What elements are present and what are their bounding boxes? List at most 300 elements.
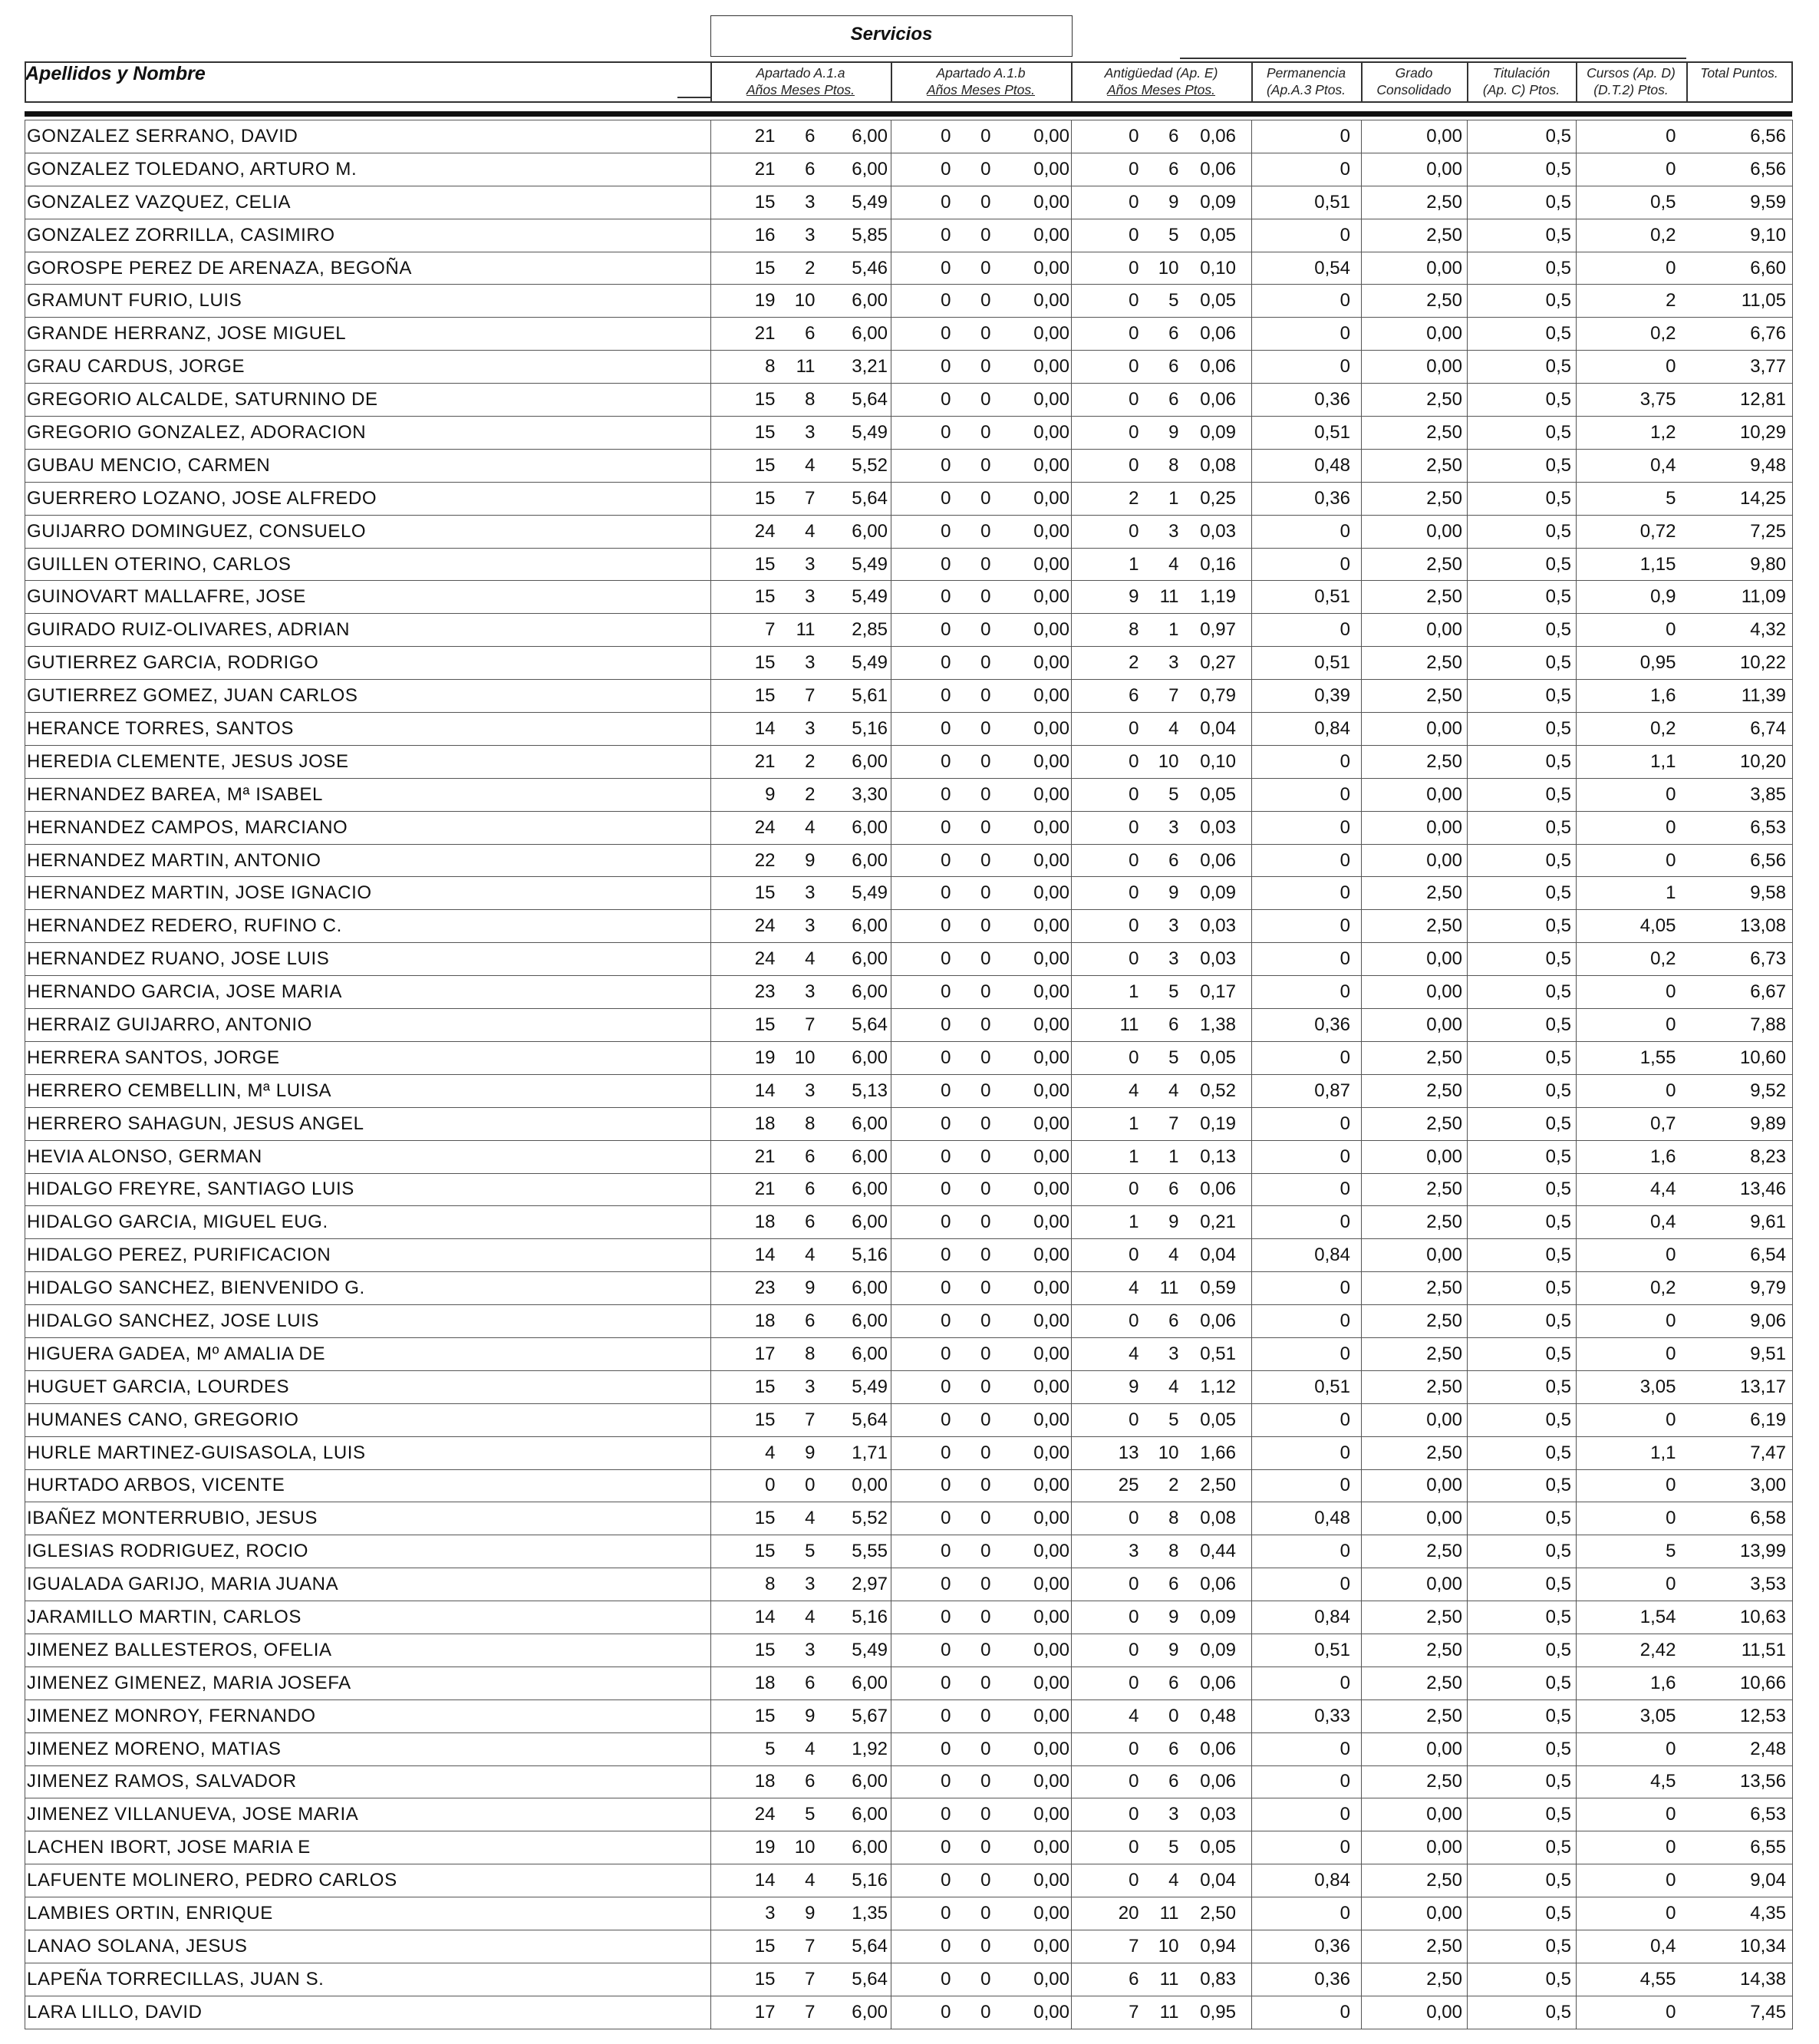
cell-total: 9,61 xyxy=(1687,1206,1793,1239)
cell-antig-ptos: 0,06 xyxy=(1179,1765,1252,1798)
cell-total: 12,81 xyxy=(1687,384,1793,417)
cell-antig-meses: 0 xyxy=(1139,1699,1179,1732)
cell-a1a-ptos: 5,64 xyxy=(816,1009,891,1042)
servicios-label: Servicios xyxy=(850,24,933,45)
cell-grado: 2,50 xyxy=(1362,1337,1468,1370)
cell-antig-meses: 7 xyxy=(1139,680,1179,713)
cell-a1b-anos: 0 xyxy=(891,745,951,778)
cell-a1b-anos: 0 xyxy=(891,1140,951,1173)
cell-a1b-ptos: 0,00 xyxy=(991,1667,1072,1699)
cell-total: 9,51 xyxy=(1687,1337,1793,1370)
cell-name: GUIJARRO DOMINGUEZ, CONSUELO xyxy=(25,515,711,548)
cell-grado: 2,50 xyxy=(1362,1634,1468,1667)
cell-antig-anos: 4 xyxy=(1072,1074,1139,1107)
cell-antig-ptos: 0,06 xyxy=(1179,844,1252,877)
cell-a1a-anos: 4 xyxy=(711,1436,776,1469)
cell-a1a-anos: 22 xyxy=(711,844,776,877)
cell-a1b-meses: 0 xyxy=(951,1173,991,1206)
cell-cursos: 0,2 xyxy=(1577,318,1687,351)
cell-a1b-anos: 0 xyxy=(891,1337,951,1370)
cell-a1b-meses: 0 xyxy=(951,943,991,976)
cell-a1a-meses: 6 xyxy=(776,1305,816,1338)
cell-cursos: 0,9 xyxy=(1577,581,1687,614)
cell-a1a-anos: 15 xyxy=(711,252,776,285)
table-row xyxy=(25,647,1793,680)
cell-antig-meses: 6 xyxy=(1139,1732,1179,1765)
cell-antig-anos: 0 xyxy=(1072,384,1139,417)
col-header-line2: Años Meses Ptos. xyxy=(926,82,1036,97)
col-header-line1: Antigüedad (Ap. E) xyxy=(1104,65,1218,81)
cell-cursos: 1,6 xyxy=(1577,1667,1687,1699)
cell-antig-ptos: 0,52 xyxy=(1179,1074,1252,1107)
cell-a1b-ptos: 0,00 xyxy=(991,1469,1072,1502)
cell-titulacion: 0,5 xyxy=(1468,1074,1577,1107)
cell-a1a-meses: 4 xyxy=(776,811,816,844)
cell-a1b-ptos: 0,00 xyxy=(991,1699,1072,1732)
cell-grado: 2,50 xyxy=(1362,1206,1468,1239)
cell-titulacion: 0,5 xyxy=(1468,318,1577,351)
cell-a1b-ptos: 0,00 xyxy=(991,186,1072,219)
cell-name: GONZALEZ ZORRILLA, CASIMIRO xyxy=(25,219,711,252)
cell-total: 9,04 xyxy=(1687,1864,1793,1897)
cell-a1a-anos: 24 xyxy=(711,1798,776,1831)
cell-a1a-meses: 3 xyxy=(776,548,816,581)
cell-antig-meses: 9 xyxy=(1139,417,1179,450)
cell-permanencia: 0,54 xyxy=(1252,252,1362,285)
header-upper-rule xyxy=(1180,58,1686,59)
cell-a1b-anos: 0 xyxy=(891,1963,951,1996)
cell-permanencia: 0 xyxy=(1252,1765,1362,1798)
cell-a1a-anos: 17 xyxy=(711,1996,776,2029)
cell-antig-ptos: 0,09 xyxy=(1179,417,1252,450)
cell-total: 6,73 xyxy=(1687,943,1793,976)
cell-titulacion: 0,5 xyxy=(1468,449,1577,482)
cell-a1b-anos: 0 xyxy=(891,647,951,680)
cell-a1a-anos: 14 xyxy=(711,1601,776,1634)
cell-a1b-ptos: 0,00 xyxy=(991,1107,1072,1140)
table-row xyxy=(25,1996,1793,2029)
cell-total: 11,51 xyxy=(1687,1634,1793,1667)
cell-a1a-anos: 24 xyxy=(711,910,776,943)
cell-antig-ptos: 0,06 xyxy=(1179,153,1252,186)
cell-titulacion: 0,5 xyxy=(1468,219,1577,252)
cell-a1b-ptos: 0,00 xyxy=(991,844,1072,877)
cell-a1b-meses: 0 xyxy=(951,120,991,153)
cell-a1b-anos: 0 xyxy=(891,1732,951,1765)
cell-titulacion: 0,5 xyxy=(1468,186,1577,219)
cell-antig-anos: 0 xyxy=(1072,844,1139,877)
cell-antig-ptos: 0,03 xyxy=(1179,515,1252,548)
cell-cursos: 0 xyxy=(1577,1864,1687,1897)
cell-titulacion: 0,5 xyxy=(1468,1173,1577,1206)
cell-a1a-ptos: 3,30 xyxy=(816,778,891,811)
cell-a1b-anos: 0 xyxy=(891,1173,951,1206)
cell-antig-meses: 8 xyxy=(1139,1535,1179,1568)
cell-a1a-anos: 18 xyxy=(711,1107,776,1140)
cell-titulacion: 0,5 xyxy=(1468,1996,1577,2029)
cell-grado: 0,00 xyxy=(1362,778,1468,811)
cell-a1b-anos: 0 xyxy=(891,417,951,450)
cell-grado: 0,00 xyxy=(1362,1239,1468,1272)
cell-permanencia: 0 xyxy=(1252,1996,1362,2029)
cell-a1a-meses: 7 xyxy=(776,680,816,713)
table-row xyxy=(25,745,1793,778)
cell-a1a-ptos: 1,92 xyxy=(816,1732,891,1765)
cell-name: GOROSPE PEREZ DE ARENAZA, BEGOÑA xyxy=(25,252,711,285)
cell-titulacion: 0,5 xyxy=(1468,877,1577,910)
cell-antig-anos: 0 xyxy=(1072,778,1139,811)
cell-grado: 2,50 xyxy=(1362,1305,1468,1338)
cell-antig-ptos: 0,25 xyxy=(1179,482,1252,515)
cell-grado: 0,00 xyxy=(1362,1502,1468,1535)
cell-total: 9,06 xyxy=(1687,1305,1793,1338)
cell-a1b-anos: 0 xyxy=(891,1996,951,2029)
cell-a1a-ptos: 5,13 xyxy=(816,1074,891,1107)
cell-a1a-anos: 7 xyxy=(711,614,776,647)
cell-grado: 0,00 xyxy=(1362,515,1468,548)
cell-antig-meses: 8 xyxy=(1139,449,1179,482)
cell-a1a-ptos: 6,00 xyxy=(816,910,891,943)
cell-total: 9,10 xyxy=(1687,219,1793,252)
cell-total: 6,74 xyxy=(1687,713,1793,746)
col-header-cursos xyxy=(1576,64,1686,98)
col-header-antiguedad xyxy=(1071,64,1251,98)
cell-a1b-meses: 0 xyxy=(951,1140,991,1173)
cell-a1a-ptos: 6,00 xyxy=(816,1107,891,1140)
cell-cursos: 0 xyxy=(1577,811,1687,844)
col-header-line1: Permanencia xyxy=(1266,65,1346,81)
cell-a1b-anos: 0 xyxy=(891,1041,951,1074)
cell-grado: 2,50 xyxy=(1362,680,1468,713)
cell-titulacion: 0,5 xyxy=(1468,120,1577,153)
cell-name: GRAU CARDUS, JORGE xyxy=(25,351,711,384)
cell-a1b-ptos: 0,00 xyxy=(991,581,1072,614)
cell-permanencia: 0 xyxy=(1252,1206,1362,1239)
cell-a1a-ptos: 5,46 xyxy=(816,252,891,285)
cell-a1a-ptos: 6,00 xyxy=(816,1831,891,1864)
cell-a1b-ptos: 0,00 xyxy=(991,1798,1072,1831)
cell-total: 6,58 xyxy=(1687,1502,1793,1535)
cell-titulacion: 0,5 xyxy=(1468,910,1577,943)
cell-antig-anos: 0 xyxy=(1072,153,1139,186)
table-row xyxy=(25,318,1793,351)
cell-a1b-ptos: 0,00 xyxy=(991,745,1072,778)
cell-name: GUIRADO RUIZ-OLIVARES, ADRIAN xyxy=(25,614,711,647)
cell-a1b-meses: 0 xyxy=(951,1009,991,1042)
cell-total: 8,23 xyxy=(1687,1140,1793,1173)
cell-a1b-anos: 0 xyxy=(891,449,951,482)
cell-a1a-meses: 6 xyxy=(776,1667,816,1699)
cell-antig-anos: 1 xyxy=(1072,548,1139,581)
cell-name: HERNANDEZ BAREA, Mª ISABEL xyxy=(25,778,711,811)
cell-a1b-meses: 0 xyxy=(951,1568,991,1601)
cell-permanencia: 0 xyxy=(1252,1173,1362,1206)
cell-grado: 0,00 xyxy=(1362,811,1468,844)
cell-a1a-ptos: 5,16 xyxy=(816,713,891,746)
cell-a1a-anos: 24 xyxy=(711,515,776,548)
table-row xyxy=(25,548,1793,581)
cell-a1b-ptos: 0,00 xyxy=(991,1173,1072,1206)
col-header-line2: (D.T.2) Ptos. xyxy=(1593,82,1669,97)
cell-permanencia: 0,36 xyxy=(1252,1963,1362,1996)
cell-a1a-anos: 15 xyxy=(711,1930,776,1963)
cell-a1a-ptos: 5,49 xyxy=(816,1370,891,1403)
cell-a1b-anos: 0 xyxy=(891,1239,951,1272)
cell-titulacion: 0,5 xyxy=(1468,1798,1577,1831)
cell-total: 6,56 xyxy=(1687,153,1793,186)
cell-a1a-anos: 5 xyxy=(711,1732,776,1765)
cell-permanencia: 0 xyxy=(1252,1469,1362,1502)
cell-name: HIGUERA GADEA, Mº AMALIA DE xyxy=(25,1337,711,1370)
cell-a1a-ptos: 6,00 xyxy=(816,318,891,351)
cell-a1a-ptos: 6,00 xyxy=(816,1140,891,1173)
cell-a1b-ptos: 0,00 xyxy=(991,1930,1072,1963)
cell-antig-anos: 0 xyxy=(1072,318,1139,351)
cell-total: 9,80 xyxy=(1687,548,1793,581)
table-row xyxy=(25,778,1793,811)
cell-a1a-ptos: 6,00 xyxy=(816,811,891,844)
cell-cursos: 0,2 xyxy=(1577,219,1687,252)
cell-antig-anos: 8 xyxy=(1072,614,1139,647)
cell-permanencia: 0 xyxy=(1252,1272,1362,1305)
cell-permanencia: 0,84 xyxy=(1252,1864,1362,1897)
cell-antig-meses: 5 xyxy=(1139,976,1179,1009)
cell-a1b-anos: 0 xyxy=(891,910,951,943)
cell-cursos: 0 xyxy=(1577,1403,1687,1436)
cell-a1b-ptos: 0,00 xyxy=(991,219,1072,252)
cell-a1a-anos: 21 xyxy=(711,1140,776,1173)
cell-antig-anos: 11 xyxy=(1072,1009,1139,1042)
cell-a1b-anos: 0 xyxy=(891,614,951,647)
cell-total: 9,58 xyxy=(1687,877,1793,910)
table-row xyxy=(25,844,1793,877)
cell-permanencia: 0,36 xyxy=(1252,1930,1362,1963)
cell-permanencia: 0 xyxy=(1252,1732,1362,1765)
cell-antig-anos: 1 xyxy=(1072,1107,1139,1140)
cell-a1a-meses: 10 xyxy=(776,1041,816,1074)
table-row xyxy=(25,910,1793,943)
cell-cursos: 5 xyxy=(1577,482,1687,515)
cell-a1b-ptos: 0,00 xyxy=(991,1963,1072,1996)
cell-name: LARA LILLO, DAVID xyxy=(25,1996,711,2029)
cell-antig-ptos: 2,50 xyxy=(1179,1897,1252,1930)
cell-titulacion: 0,5 xyxy=(1468,1699,1577,1732)
cell-a1a-ptos: 5,49 xyxy=(816,647,891,680)
cell-a1b-ptos: 0,00 xyxy=(991,943,1072,976)
cell-a1a-ptos: 5,49 xyxy=(816,186,891,219)
cell-a1a-ptos: 1,71 xyxy=(816,1436,891,1469)
cell-a1a-meses: 8 xyxy=(776,1337,816,1370)
table-row xyxy=(25,515,1793,548)
cell-name: GREGORIO ALCALDE, SATURNINO DE xyxy=(25,384,711,417)
cell-a1a-meses: 3 xyxy=(776,647,816,680)
cell-a1b-anos: 0 xyxy=(891,1403,951,1436)
cell-a1a-meses: 4 xyxy=(776,515,816,548)
col-header-apartado-a1b xyxy=(891,64,1071,98)
cell-antig-anos: 0 xyxy=(1072,285,1139,318)
table-row xyxy=(25,1963,1793,1996)
cell-antig-ptos: 0,05 xyxy=(1179,1403,1252,1436)
cell-a1a-anos: 15 xyxy=(711,680,776,713)
cell-a1a-ptos: 6,00 xyxy=(816,976,891,1009)
cell-grado: 2,50 xyxy=(1362,1436,1468,1469)
cell-a1b-meses: 0 xyxy=(951,449,991,482)
cell-antig-ptos: 0,05 xyxy=(1179,1041,1252,1074)
cell-a1a-anos: 15 xyxy=(711,581,776,614)
cell-permanencia: 0 xyxy=(1252,548,1362,581)
cell-a1b-ptos: 0,00 xyxy=(991,1897,1072,1930)
cell-name: GRAMUNT FURIO, LUIS xyxy=(25,285,711,318)
cell-antig-ptos: 2,50 xyxy=(1179,1469,1252,1502)
cell-a1a-meses: 6 xyxy=(776,1140,816,1173)
table-row xyxy=(25,1009,1793,1042)
cell-titulacion: 0,5 xyxy=(1468,1930,1577,1963)
cell-a1b-ptos: 0,00 xyxy=(991,318,1072,351)
cell-a1a-meses: 6 xyxy=(776,318,816,351)
cell-a1a-anos: 23 xyxy=(711,976,776,1009)
cell-a1b-anos: 0 xyxy=(891,778,951,811)
table-row xyxy=(25,1864,1793,1897)
cell-cursos: 0,4 xyxy=(1577,1206,1687,1239)
cell-a1a-ptos: 6,00 xyxy=(816,1996,891,2029)
cell-antig-anos: 9 xyxy=(1072,581,1139,614)
cell-a1a-ptos: 5,64 xyxy=(816,384,891,417)
cell-grado: 0,00 xyxy=(1362,351,1468,384)
cell-name: HERNANDEZ RUANO, JOSE LUIS xyxy=(25,943,711,976)
cell-grado: 2,50 xyxy=(1362,482,1468,515)
cell-antig-ptos: 0,21 xyxy=(1179,1206,1252,1239)
cell-a1b-ptos: 0,00 xyxy=(991,120,1072,153)
cell-name: LACHEN IBORT, JOSE MARIA E xyxy=(25,1831,711,1864)
cell-a1b-meses: 0 xyxy=(951,1272,991,1305)
cell-cursos: 0,2 xyxy=(1577,713,1687,746)
table-row xyxy=(25,1568,1793,1601)
cell-a1b-meses: 0 xyxy=(951,482,991,515)
cell-a1b-ptos: 0,00 xyxy=(991,1009,1072,1042)
cell-a1a-anos: 15 xyxy=(711,647,776,680)
cell-a1a-meses: 3 xyxy=(776,417,816,450)
cell-a1b-meses: 0 xyxy=(951,844,991,877)
cell-antig-anos: 13 xyxy=(1072,1436,1139,1469)
cell-a1a-ptos: 6,00 xyxy=(816,943,891,976)
cell-a1b-ptos: 0,00 xyxy=(991,1337,1072,1370)
cell-a1a-meses: 3 xyxy=(776,1634,816,1667)
cell-grado: 2,50 xyxy=(1362,1930,1468,1963)
cell-antig-anos: 0 xyxy=(1072,1831,1139,1864)
cell-name: LAFUENTE MOLINERO, PEDRO CARLOS xyxy=(25,1864,711,1897)
cell-a1a-ptos: 2,97 xyxy=(816,1568,891,1601)
cell-permanencia: 0 xyxy=(1252,778,1362,811)
cell-total: 4,32 xyxy=(1687,614,1793,647)
cell-antig-meses: 4 xyxy=(1139,1239,1179,1272)
cell-a1a-meses: 3 xyxy=(776,910,816,943)
header-left-rule xyxy=(25,61,26,103)
cell-antig-ptos: 0,03 xyxy=(1179,943,1252,976)
table-row xyxy=(25,943,1793,976)
cell-a1b-meses: 0 xyxy=(951,1765,991,1798)
cell-antig-meses: 11 xyxy=(1139,581,1179,614)
cell-antig-ptos: 1,66 xyxy=(1179,1436,1252,1469)
cell-a1a-anos: 24 xyxy=(711,943,776,976)
cell-titulacion: 0,5 xyxy=(1468,581,1577,614)
cell-antig-anos: 0 xyxy=(1072,1173,1139,1206)
col-header-apartado-a1a xyxy=(710,64,891,98)
cell-a1a-meses: 3 xyxy=(776,1568,816,1601)
table-row xyxy=(25,1436,1793,1469)
cell-grado: 2,50 xyxy=(1362,1074,1468,1107)
cell-antig-anos: 0 xyxy=(1072,1864,1139,1897)
cell-titulacion: 0,5 xyxy=(1468,548,1577,581)
cell-a1a-meses: 3 xyxy=(776,186,816,219)
cell-a1a-anos: 19 xyxy=(711,1831,776,1864)
cell-a1b-meses: 0 xyxy=(951,252,991,285)
cell-titulacion: 0,5 xyxy=(1468,515,1577,548)
cell-antig-ptos: 0,04 xyxy=(1179,1864,1252,1897)
cell-name: GUBAU MENCIO, CARMEN xyxy=(25,449,711,482)
cell-antig-ptos: 1,12 xyxy=(1179,1370,1252,1403)
cell-a1a-meses: 2 xyxy=(776,745,816,778)
cell-total: 13,46 xyxy=(1687,1173,1793,1206)
cell-permanencia: 0 xyxy=(1252,515,1362,548)
cell-titulacion: 0,5 xyxy=(1468,943,1577,976)
cell-grado: 2,50 xyxy=(1362,417,1468,450)
cell-antig-anos: 0 xyxy=(1072,1239,1139,1272)
cell-a1a-anos: 15 xyxy=(711,1699,776,1732)
cell-titulacion: 0,5 xyxy=(1468,417,1577,450)
cell-a1a-ptos: 6,00 xyxy=(816,1272,891,1305)
cell-a1a-anos: 9 xyxy=(711,778,776,811)
cell-antig-ptos: 0,94 xyxy=(1179,1930,1252,1963)
cell-grado: 0,00 xyxy=(1362,1897,1468,1930)
cell-grado: 2,50 xyxy=(1362,449,1468,482)
cell-total: 6,53 xyxy=(1687,1798,1793,1831)
cell-antig-anos: 0 xyxy=(1072,713,1139,746)
cell-cursos: 0,2 xyxy=(1577,943,1687,976)
cell-a1b-ptos: 0,00 xyxy=(991,449,1072,482)
cell-a1b-ptos: 0,00 xyxy=(991,713,1072,746)
cell-antig-meses: 3 xyxy=(1139,647,1179,680)
cell-a1a-ptos: 5,49 xyxy=(816,417,891,450)
cell-permanencia: 0,36 xyxy=(1252,384,1362,417)
cell-total: 6,19 xyxy=(1687,1403,1793,1436)
cell-permanencia: 0,33 xyxy=(1252,1699,1362,1732)
cell-a1b-meses: 0 xyxy=(951,1337,991,1370)
cell-antig-ptos: 0,04 xyxy=(1179,1239,1252,1272)
cell-cursos: 0,5 xyxy=(1577,186,1687,219)
cell-name: JARAMILLO MARTIN, CARLOS xyxy=(25,1601,711,1634)
cell-a1b-meses: 0 xyxy=(951,1305,991,1338)
cell-antig-anos: 9 xyxy=(1072,1370,1139,1403)
table-row xyxy=(25,1831,1793,1864)
cell-grado: 2,50 xyxy=(1362,1864,1468,1897)
cell-antig-meses: 9 xyxy=(1139,186,1179,219)
cell-permanencia: 0,36 xyxy=(1252,482,1362,515)
cell-a1b-ptos: 0,00 xyxy=(991,877,1072,910)
cell-titulacion: 0,5 xyxy=(1468,1568,1577,1601)
cell-a1b-ptos: 0,00 xyxy=(991,482,1072,515)
cell-a1b-ptos: 0,00 xyxy=(991,811,1072,844)
col-header-line1: Apartado A.1.a xyxy=(756,65,845,81)
cell-a1b-ptos: 0,00 xyxy=(991,1831,1072,1864)
cell-a1b-ptos: 0,00 xyxy=(991,1765,1072,1798)
cell-a1a-meses: 3 xyxy=(776,877,816,910)
cell-a1a-meses: 0 xyxy=(776,1469,816,1502)
cell-permanencia: 0 xyxy=(1252,877,1362,910)
cell-name: JIMENEZ MONROY, FERNANDO xyxy=(25,1699,711,1732)
cell-grado: 2,50 xyxy=(1362,384,1468,417)
cell-a1a-meses: 2 xyxy=(776,252,816,285)
cell-name: GUTIERREZ GOMEZ, JUAN CARLOS xyxy=(25,680,711,713)
